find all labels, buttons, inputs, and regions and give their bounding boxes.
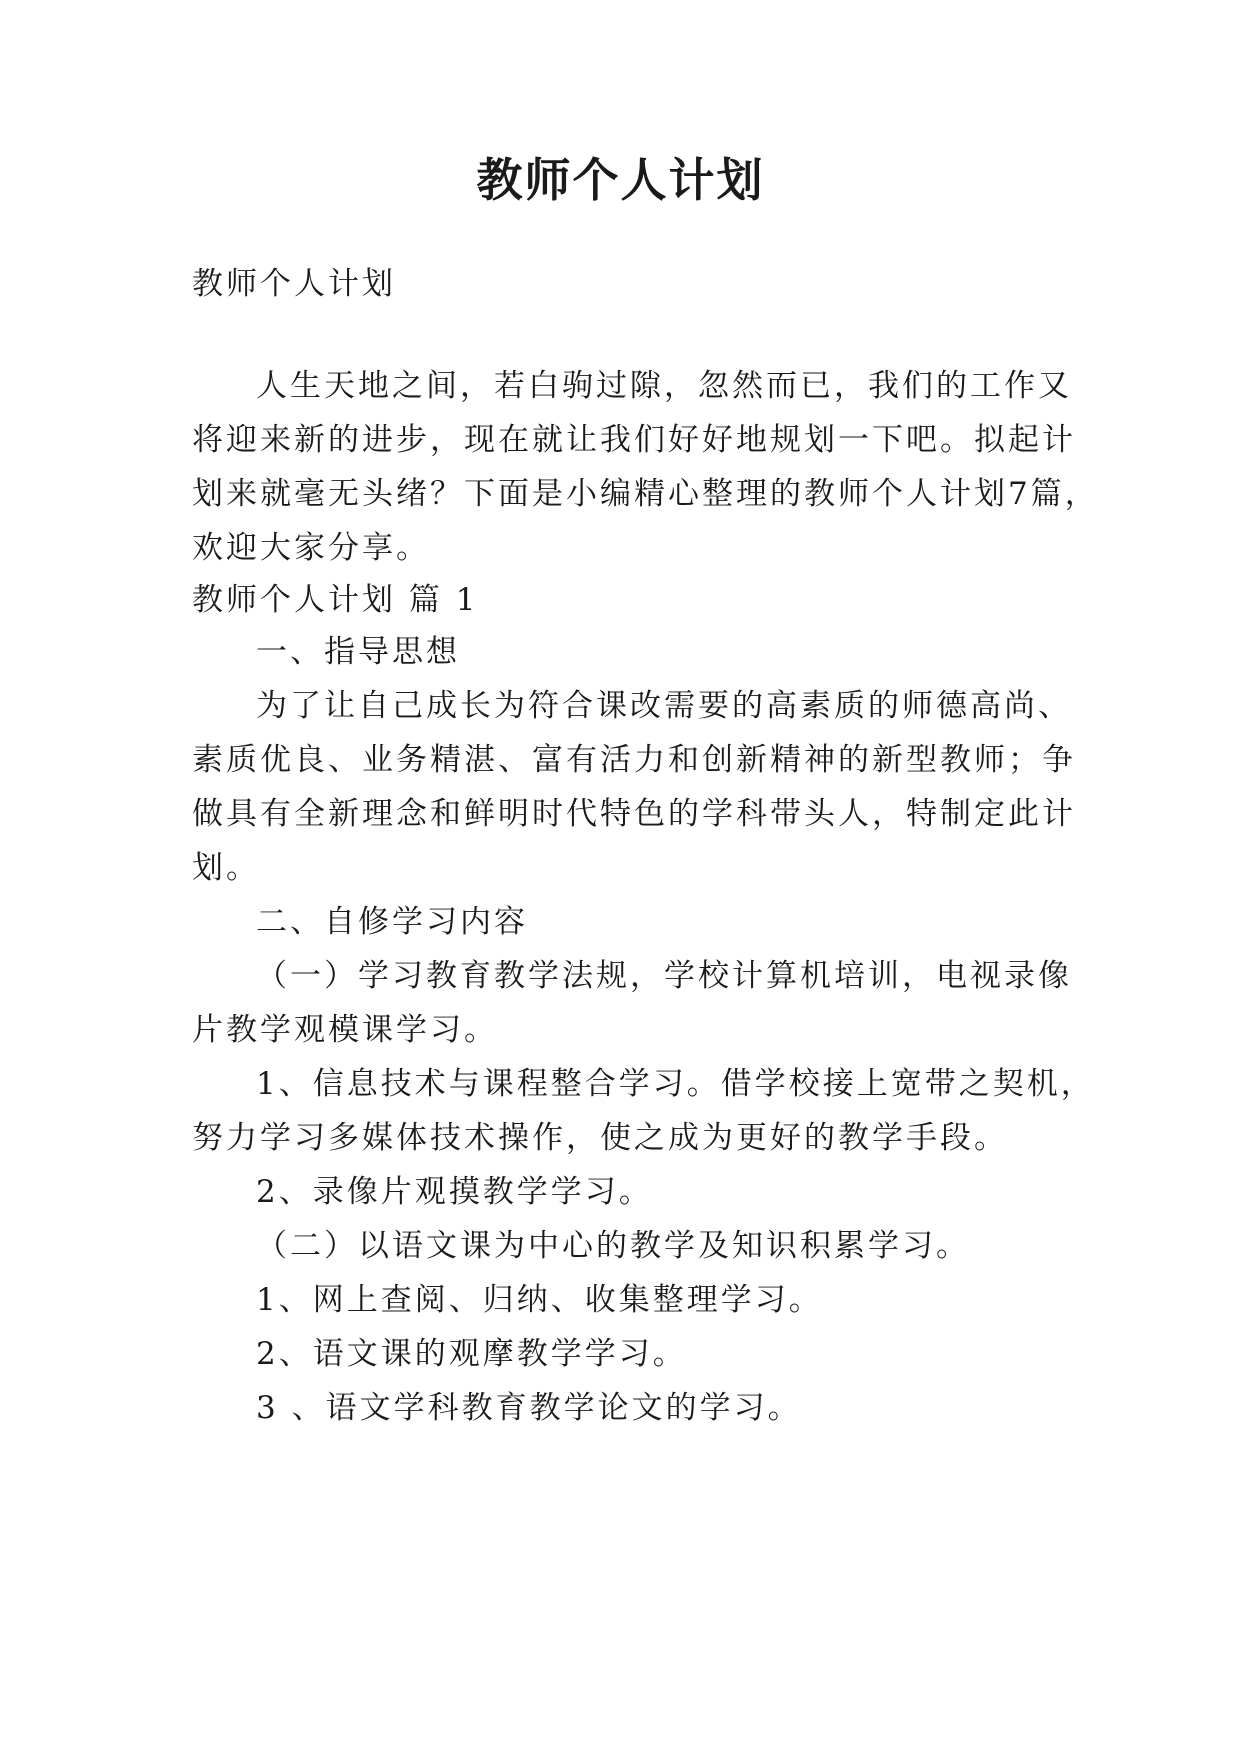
part2-item1-line-2: 努力学习多媒体技术操作，使之成为更好的教学手段。 bbox=[192, 1120, 1008, 1156]
part2-sub2-item2: 2、语文课的观摩教学学习。 bbox=[256, 1336, 687, 1372]
part2-item2: 2、录像片观摸教学学习。 bbox=[256, 1174, 653, 1210]
intro-line-4: 欢迎大家分享。 bbox=[192, 530, 430, 566]
document-subtitle: 教师个人计划 bbox=[192, 266, 396, 302]
intro-line-3: 划来就毫无头绪？下面是小编精心整理的教师个人计划7篇， bbox=[192, 476, 1099, 512]
part1-line-3: 做具有全新理念和鲜明时代特色的学科带头人，特制定此计 bbox=[192, 796, 1076, 832]
part2-item1-line-1: 1、信息技术与课程整合学习。借学校接上宽带之契机， bbox=[256, 1066, 1095, 1102]
part1-line-4: 划。 bbox=[192, 850, 260, 886]
part2-sub1-line-1: （一）学习教育教学法规，学校计算机培训，电视录像 bbox=[256, 958, 1072, 994]
intro-line-1: 人生天地之间，若白驹过隙，忽然而已，我们的工作又 bbox=[256, 368, 1072, 404]
section-heading: 教师个人计划 篇 1 bbox=[192, 582, 479, 618]
part1-heading: 一、指导思想 bbox=[256, 634, 460, 670]
part2-sub2-item1: 1、网上查阅、归纳、收集整理学习。 bbox=[256, 1282, 823, 1318]
intro-line-2: 将迎来新的进步，现在就让我们好好地规划一下吧。拟起计 bbox=[192, 422, 1076, 458]
part2-sub1-line-2: 片教学观模课学习。 bbox=[192, 1012, 498, 1048]
part1-line-1: 为了让自己成长为符合课改需要的高素质的师德高尚、 bbox=[256, 688, 1072, 724]
document-title: 教师个人计划 bbox=[476, 153, 765, 207]
part1-line-2: 素质优良、业务精湛、富有活力和创新精神的新型教师；争 bbox=[192, 742, 1076, 778]
part2-sub2: （二）以语文课为中心的教学及知识积累学习。 bbox=[256, 1228, 970, 1264]
part2-heading: 二、自修学习内容 bbox=[256, 904, 528, 940]
part2-sub2-item3: 3 、语文学科教育教学论文的学习。 bbox=[256, 1390, 802, 1426]
